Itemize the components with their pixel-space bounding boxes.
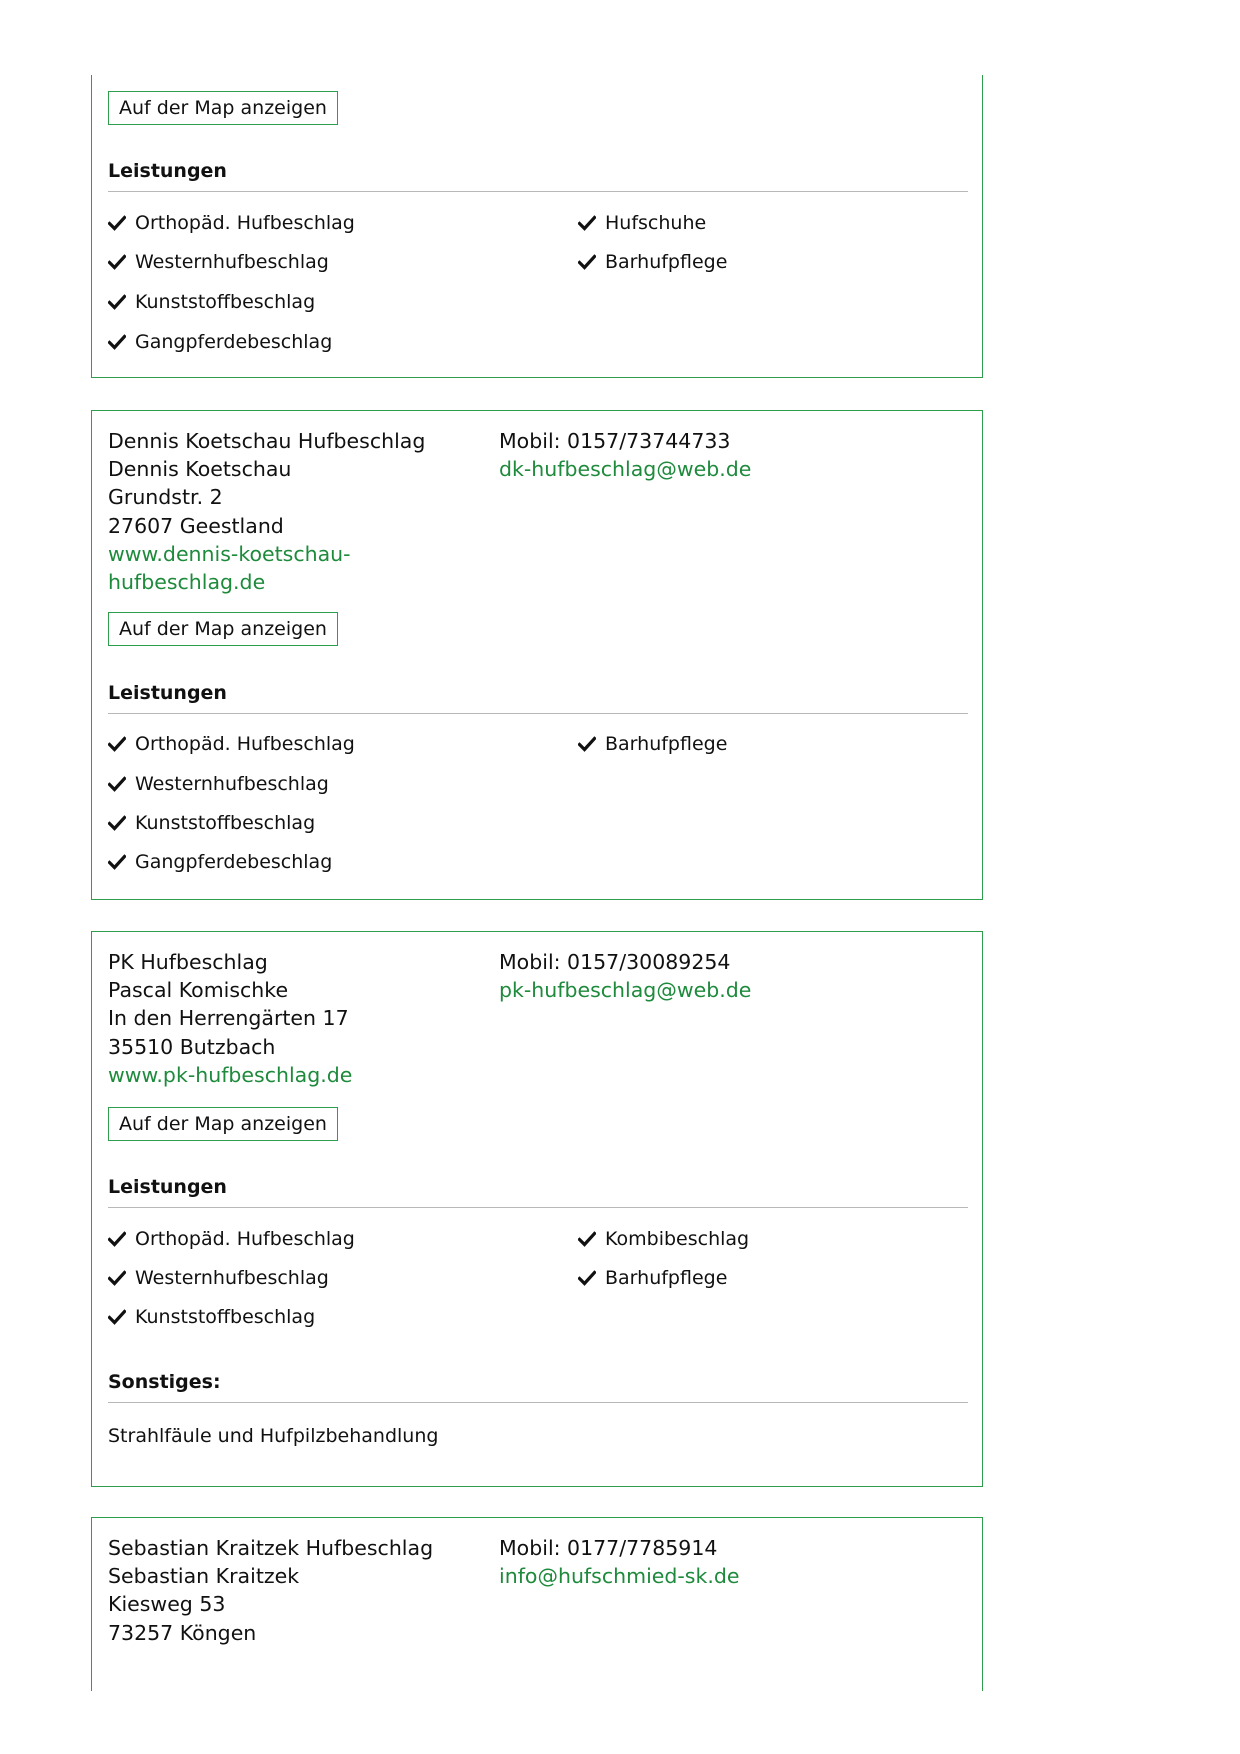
service-label: Westernhufbeschlag bbox=[135, 1267, 329, 1289]
service-item bbox=[578, 1228, 749, 1250]
service-item bbox=[108, 251, 329, 273]
check-icon bbox=[578, 1270, 596, 1286]
service-item bbox=[108, 212, 355, 234]
service-label: Kunststoffbeschlag bbox=[135, 812, 316, 834]
service-item bbox=[108, 331, 332, 353]
street: Kiesweg 53 bbox=[108, 1592, 226, 1617]
service-label: Kombibeschlag bbox=[605, 1228, 750, 1250]
service-item bbox=[108, 1306, 315, 1328]
email-link[interactable]: dk-hufbeschlag@web.de bbox=[499, 457, 752, 482]
services-heading: Leistungen bbox=[108, 1176, 968, 1208]
misc-heading: Sonstiges: bbox=[108, 1371, 968, 1403]
check-icon bbox=[578, 1231, 596, 1247]
service-label: Gangpferdebeschlag bbox=[135, 851, 333, 873]
misc-text: Strahlfäule und Hufpilzbehandlung bbox=[108, 1425, 439, 1447]
service-item bbox=[108, 1228, 355, 1250]
phone: Mobil: 0157/30089254 bbox=[499, 950, 731, 974]
street: In den Herrengärten 17 bbox=[108, 1006, 349, 1031]
check-icon bbox=[578, 736, 596, 752]
contact-block bbox=[499, 427, 751, 483]
service-label: Gangpferdebeschlag bbox=[135, 331, 333, 353]
website-link[interactable]: www.pk-hufbeschlag.de bbox=[108, 1062, 353, 1087]
company-name: Sebastian Kraitzek Hufbeschlag bbox=[108, 1536, 434, 1560]
show-on-map-button[interactable]: Auf der Map anzeigen bbox=[108, 91, 338, 125]
company-name: Dennis Koetschau Hufbeschlag bbox=[108, 429, 426, 453]
city: 27607 Geestland bbox=[108, 513, 284, 538]
email-link[interactable]: info@hufschmied-sk.de bbox=[499, 1564, 740, 1589]
check-icon bbox=[108, 1309, 126, 1325]
street: Grundstr. 2 bbox=[108, 485, 223, 510]
city: 35510 Butzbach bbox=[108, 1034, 276, 1059]
service-item bbox=[578, 251, 727, 273]
check-icon bbox=[108, 815, 126, 831]
check-icon bbox=[578, 254, 596, 270]
service-item bbox=[108, 812, 315, 834]
provider-card bbox=[91, 931, 983, 1487]
service-item bbox=[108, 851, 332, 873]
service-item bbox=[578, 1267, 727, 1289]
email-link[interactable]: pk-hufbeschlag@web.de bbox=[499, 978, 752, 1003]
services-heading: Leistungen bbox=[108, 682, 968, 714]
service-label: Kunststoffbeschlag bbox=[135, 291, 316, 313]
website-link[interactable]: www.dennis-koetschau- hufbeschlag.de bbox=[108, 541, 351, 595]
check-icon bbox=[108, 854, 126, 870]
service-label: Barhufpflege bbox=[605, 251, 728, 273]
city: 73257 Köngen bbox=[108, 1620, 257, 1645]
provider-card bbox=[91, 410, 983, 900]
service-label: Kunststoffbeschlag bbox=[135, 1306, 316, 1328]
address-block bbox=[108, 1534, 468, 1647]
service-label: Westernhufbeschlag bbox=[135, 251, 329, 273]
service-item bbox=[578, 733, 727, 755]
contact-person: Sebastian Kraitzek bbox=[108, 1564, 300, 1589]
services-heading: Leistungen bbox=[108, 160, 968, 192]
phone: Mobil: 0177/7785914 bbox=[499, 1536, 718, 1560]
service-item bbox=[578, 212, 706, 234]
service-label: Westernhufbeschlag bbox=[135, 773, 329, 795]
service-label: Orthopäd. Hufbeschlag bbox=[135, 733, 355, 755]
check-icon bbox=[108, 1231, 126, 1247]
service-label: Barhufpflege bbox=[605, 733, 728, 755]
address-block bbox=[108, 948, 468, 1089]
provider-card bbox=[91, 75, 983, 378]
contact-block bbox=[499, 1534, 739, 1590]
provider-card bbox=[91, 1517, 983, 1691]
address-block bbox=[108, 427, 468, 596]
check-icon bbox=[108, 215, 126, 231]
check-icon bbox=[108, 254, 126, 270]
service-label: Hufschuhe bbox=[605, 212, 707, 234]
phone: Mobil: 0157/73744733 bbox=[499, 429, 731, 453]
check-icon bbox=[578, 215, 596, 231]
service-item bbox=[108, 773, 329, 795]
contact-block bbox=[499, 948, 751, 1004]
check-icon bbox=[108, 294, 126, 310]
check-icon bbox=[108, 1270, 126, 1286]
service-item bbox=[108, 291, 315, 313]
check-icon bbox=[108, 736, 126, 752]
contact-person: Dennis Koetschau bbox=[108, 457, 292, 482]
check-icon bbox=[108, 334, 126, 350]
service-item bbox=[108, 1267, 329, 1289]
service-item bbox=[108, 733, 355, 755]
service-label: Orthopäd. Hufbeschlag bbox=[135, 1228, 355, 1250]
show-on-map-button[interactable]: Auf der Map anzeigen bbox=[108, 1107, 338, 1141]
company-name: PK Hufbeschlag bbox=[108, 950, 268, 974]
service-label: Orthopäd. Hufbeschlag bbox=[135, 212, 355, 234]
check-icon bbox=[108, 776, 126, 792]
service-label: Barhufpflege bbox=[605, 1267, 728, 1289]
contact-person: Pascal Komischke bbox=[108, 978, 289, 1003]
show-on-map-button[interactable]: Auf der Map anzeigen bbox=[108, 612, 338, 646]
